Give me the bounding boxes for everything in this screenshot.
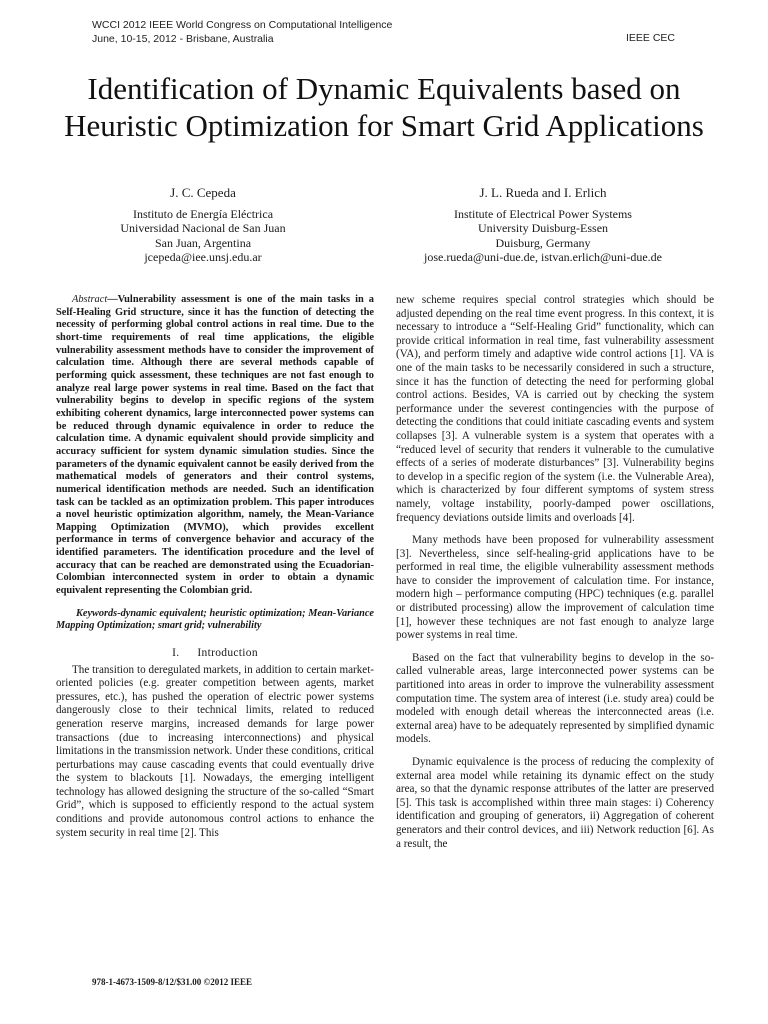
paper-title-line-1: Identification of Dynamic Equivalents based on (87, 71, 681, 106)
section-title: Introduction (197, 646, 258, 659)
author-affiliation: Institute of Electrical Power Systems (454, 206, 632, 221)
body-paragraph: Dynamic equivalence is the process of reducing the complexity of external area model while retaining its dynamic effect on the study area, so that the dynamic response attributes of the latter are preserved [5]. This task is accomplished within three main stages: i) Coherency identification and grouping of generators, ii) Aggregation of coherent generators and their control devices, and iii) Network reduction [6]. As a result, the (396, 756, 714, 850)
paper-title (40, 70, 728, 144)
body-paragraph: Many methods have been proposed for vulnerability assessment [3]. Nevertheless, since self-healing-grid applications have to be performed in real time, the eligible vulnerability assessment methods have to consider the improvement of calculation time. For instance, modern high – performance computing (HPC) techniques (e.g. parallel or distributed processing) allow the improvement of calculation time [1], however these techniques are not fast enough to analyze large power systems in real time. (396, 534, 714, 642)
keywords: Keywords-dynamic equivalent; heuristic optimization; Mean-Variance Mapping Optimization; smart grid; vulnerability (56, 607, 374, 632)
abstract-lead: Abstract (72, 294, 108, 305)
author-location: San Juan, Argentina (154, 235, 252, 250)
right-column (396, 294, 714, 851)
author-block-1 (53, 186, 353, 265)
conference-name: WCCI 2012 IEEE World Congress on Computational Intelligence (92, 19, 393, 31)
track-label: IEEE CEC (625, 32, 675, 44)
section-heading (56, 647, 374, 661)
conference-header (92, 18, 392, 46)
author-email: jcepeda@iee.unsj.edu.ar (144, 250, 262, 264)
author-email: jose.rueda@uni-due.de, istvan.erlich@uni-due.de (423, 250, 663, 264)
author-affiliation: Instituto de Energía Eléctrica (132, 206, 274, 221)
author-name: J. L. Rueda and I. Erlich (479, 185, 607, 200)
left-column (56, 294, 374, 840)
abstract (56, 294, 374, 598)
paper-title-line-2: Heuristic Optimization for Smart Grid Applications (64, 108, 704, 143)
section-number: I. (172, 646, 180, 659)
body-paragraph: new scheme requires special control strategies which should be adjusted depending on the real time event progress. In this context, it is necessary to introduce a “Self-Healing Grid” functionality, which can provide critical information in real time, fast vulnerability assessment (VA), and perform timely and adaptive wide control actions [1]. VA is one of the main tasks to be necessarily considered in such a structure, since it has the function of detecting the need for performing global control actions. Besides, VA is carried out by checking the system performance under the severest contingencies with the purpose of detecting the conditions that could initiate cascading events and system collapses [3]. A vulnerable system is a system that operates with a “reduced level of security that renders it vulnerable to the cumulative effects of a series of moderate disturbances” [3]. Vulnerability begins to develop in a specific region of the system (i.e. the Vulnerable Area), which is characterized by four different symptoms of system stress namely, voltage instability, poorly-damped power oscillations, frequency deviations outside limits and overloads [4]. (396, 294, 714, 524)
author-affiliation: University Duisburg-Essen (477, 221, 609, 235)
conference-date-location: June, 10-15, 2012 - Brisbane, Australia (92, 33, 274, 45)
copyright-footer: 978-1-4673-1509-8/12/$31.00 ©2012 IEEE (92, 977, 252, 987)
body-paragraph: Based on the fact that vulnerability begins to develop in the so-called vulnerable areas, large interconnected power systems can be partitioned into areas in order to improve the vulnerability assessment computation time. The system area of interest (i.e. study area) could be modeled with enough detail whereas the interconnected areas (i.e. external area) have to be adequately represented by simplified dynamic models. (396, 651, 714, 746)
author-affiliation: Universidad Nacional de San Juan (120, 221, 286, 235)
author-location: Duisburg, Germany (495, 235, 591, 250)
author-block-2 (393, 186, 693, 265)
author-name: J. C. Cepeda (170, 185, 236, 200)
abstract-text: —Vulnerability assessment is one of the main tasks in a Self-Healing Grid structure, since it has the function of detecting the necessity of performing global control actions in real time. Due to the short-time requirements of real time applications, the eligible vulnerability assessment methods have to consider the improvement of calculation time. Although there are several methods capable of performing quick assessment, these techniques are not fast enough to analyze real large power systems in real time. Based on the fact that vulnerability begins to develop in specific regions of the system exhibiting coherent dynamics, large interconnected power systems can be reduced through dynamic equivalence in order to reduce the calculation time. A dynamic equivalent should provide simplicity and accuracy sufficient for system dynamic simulation studies. Since the parameters of the dynamic equivalent cannot be easily derived from the mathematical models of generators and their control systems, numerical identification methods are needed. Such an identification task can be tackled as an optimization problem. This paper introduces a novel heuristic optimization algorithm, namely, the Mean-Variance Mapping Optimization (MVMO), which provides excellent performance in terms of convergence behavior and accuracy of the identified parameters. The identification procedure and the level of accuracy that can be reached are demonstrated using the Ecuadorian-Colombian interconnected system in order to obtain a dynamic equivalent representing the Colombian grid. (56, 294, 374, 597)
intro-paragraph: The transition to deregulated markets, in addition to certain market-oriented policies (e.g. greater competition between agents, market pressures, etc.), has pushed the operation of electric power systems dangerously close to their technical limits, related to reduced generation reserve margins, increased demands for large power transactions (due to increasing interconnections) and physical limitations in the transmission network. Under these conditions, critical perturbations may cause cascading events that could eventually drive the system to blackouts [1]. Nowadays, the emerging intelligent technology has allowed designing the structure of the so-called “Smart Grid”, which is supposed to efficiently respond to the actual system conditions and provide autonomous control actions to enhance the system security in real time [2]. This (56, 663, 374, 839)
